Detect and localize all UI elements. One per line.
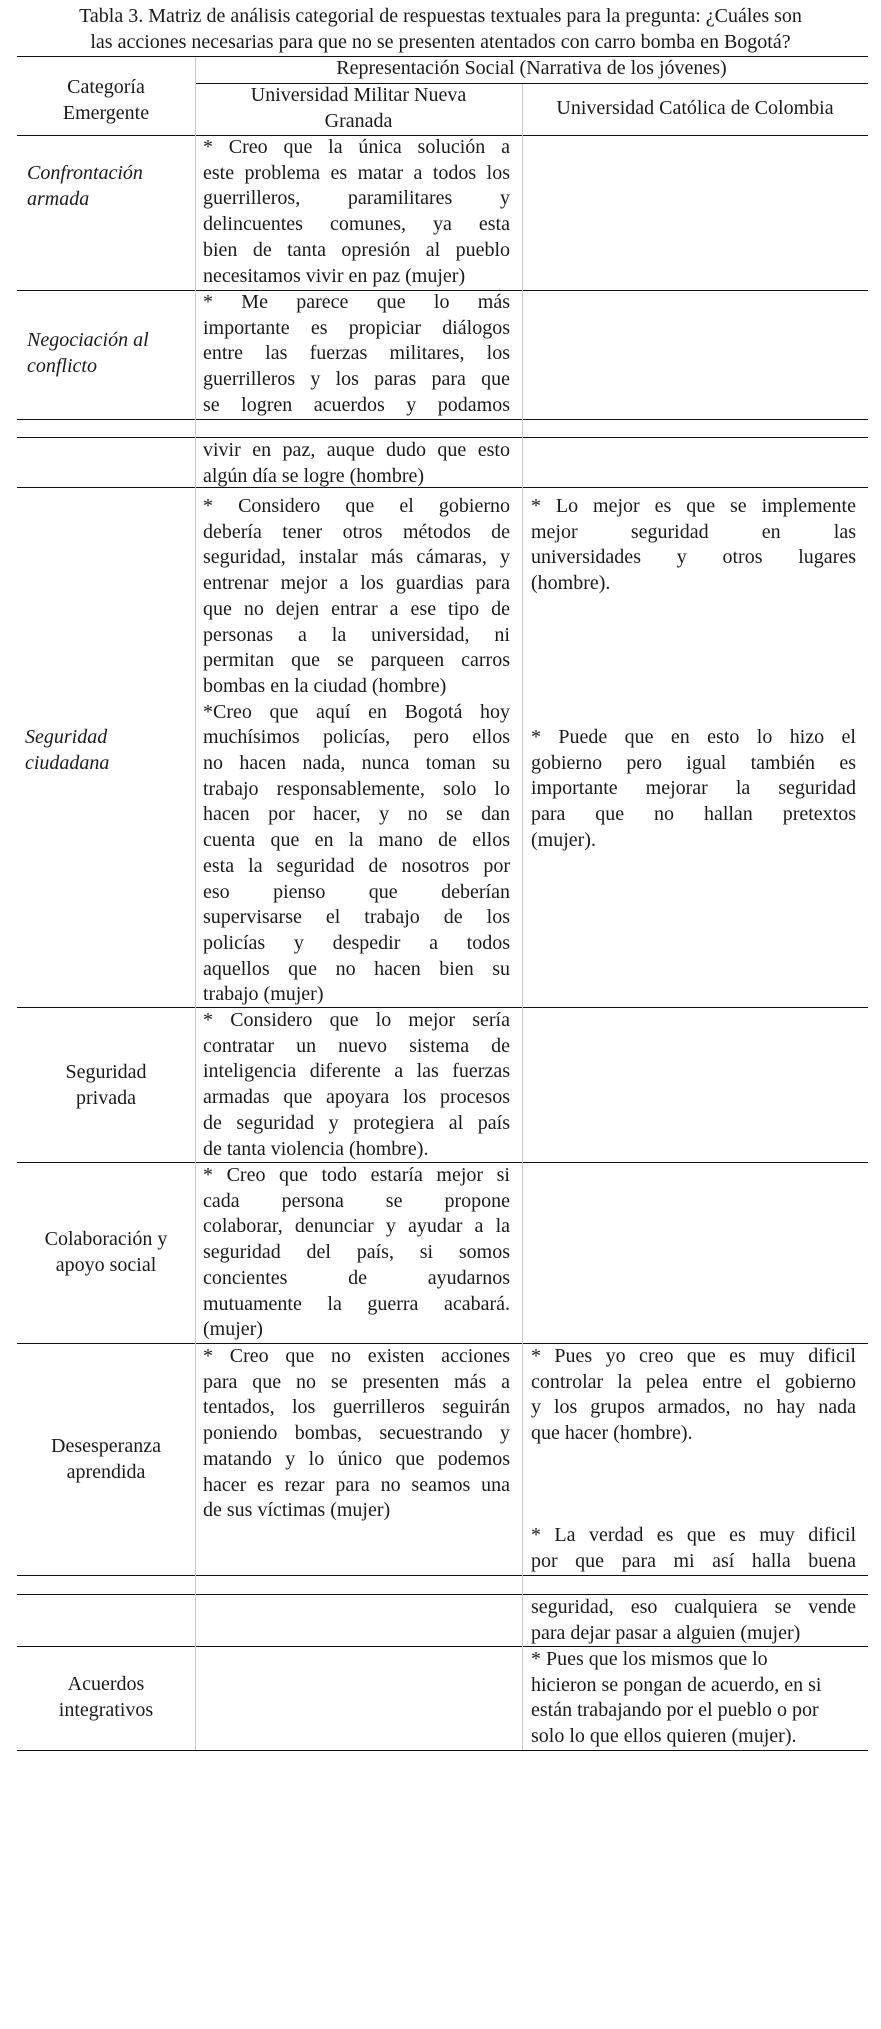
- response-ucc: [531, 1523, 856, 1574]
- text-line: * La verdad es que es muy dificil: [531, 1524, 856, 1546]
- text-line: privada: [76, 1086, 136, 1109]
- text-line: Acuerdos: [67, 1673, 145, 1695]
- text-line: bombas en la ciudad (hombre): [203, 674, 447, 697]
- text-line: armadas que apoyara los procesos: [203, 1086, 510, 1109]
- response-umng-continued: [203, 438, 510, 489]
- response-umng: [203, 700, 510, 1008]
- text-line: seguridad, eso cualquiera se vende: [531, 1596, 856, 1618]
- text-line: Colaboración y: [44, 1228, 168, 1250]
- text-line: tentados, los guerrilleros seguirán: [203, 1396, 510, 1419]
- text-line: armada: [27, 187, 90, 210]
- text-line: * Lo mejor es que se implemente: [531, 495, 856, 517]
- text-line: para que no se presenten más a: [203, 1370, 510, 1393]
- text-line: Seguridad: [65, 1061, 147, 1083]
- text-line: concientes de ayudarnos: [203, 1266, 510, 1289]
- text-line: delincuentes comunes, ya esta: [203, 213, 510, 236]
- text-line: de seguridad y protegiera al país: [203, 1111, 510, 1134]
- text-line: * Me parece que lo más: [203, 291, 510, 313]
- text-line: cuenta que en la mano de ellos: [203, 829, 510, 852]
- text-line: * Creo que todo estaría mejor si: [203, 1164, 510, 1186]
- text-line: * Pues yo creo que es muy dificil: [531, 1345, 856, 1367]
- text-line: mutuamente la guerra acabará.: [203, 1292, 510, 1315]
- text-line: debería tener otros métodos de: [203, 520, 510, 543]
- category-colaboracion: [17, 1227, 195, 1278]
- text-line: bien de tanta opresión al pueblo: [203, 238, 510, 261]
- text-line: que no dejen entrar a ese tipo de: [203, 597, 510, 620]
- response-umng: [203, 290, 510, 419]
- header-group-label: Representación Social (Narrativa de los jóvenes): [336, 57, 727, 79]
- text-line: controlar la pelea entre el gobierno: [531, 1370, 856, 1393]
- text-line: trabajo responsablemente, solo lo: [203, 777, 510, 800]
- text-line: están trabajando por el pueblo o por: [531, 1699, 819, 1722]
- text-line: poniendo bombas, secuestrando y: [203, 1422, 510, 1445]
- text-line: * Pues que los mismos que lo: [531, 1648, 768, 1670]
- header-group: [195, 56, 868, 82]
- response-umng: [203, 494, 510, 700]
- text-line: universidades y otros lugares: [531, 546, 856, 569]
- text-line: este problema es matar a todos los: [203, 161, 510, 184]
- text-line: hacer es rezar para no seamos una: [203, 1473, 510, 1496]
- text-line: contratar un nuevo sistema de: [203, 1034, 510, 1057]
- text-line: seguridad, instalar más cámaras, y: [203, 546, 510, 569]
- text-line: aquellos que no hacen bien su: [203, 957, 510, 980]
- text-line: solo lo que ellos quieren (mujer).: [531, 1725, 797, 1748]
- text-line: policías y despedir a todos: [203, 931, 510, 954]
- response-ucc: [531, 1647, 856, 1750]
- text-line: trabajo (mujer): [203, 983, 324, 1006]
- text-line: Categoría: [67, 76, 145, 98]
- response-umng: [203, 1344, 510, 1524]
- text-line: gobierno pero igual también es: [531, 751, 856, 774]
- text-line: colaborar, denunciar y ayudar a la: [203, 1215, 510, 1238]
- text-line: integrativos: [58, 1698, 154, 1721]
- response-ucc: [531, 725, 856, 854]
- text-line: (mujer): [203, 1318, 263, 1341]
- header-ucc-label: Universidad Católica de Colombia: [556, 97, 834, 119]
- column-divider: [522, 84, 523, 1750]
- page-break-rule: [17, 419, 868, 420]
- text-line: de sus víctimas (mujer): [203, 1499, 391, 1522]
- text-line: * Puede que en esto lo hizo el: [531, 726, 856, 748]
- text-line: Negociación al: [27, 329, 149, 351]
- text-line: conflicto: [27, 354, 97, 377]
- text-line: * Creo que la única solución a: [203, 136, 510, 158]
- response-umng: [203, 1163, 510, 1343]
- response-ucc: [531, 1344, 856, 1447]
- text-line: Seguridad: [25, 726, 108, 748]
- text-line: guerrilleros y los paras para que: [203, 368, 510, 391]
- text-line: y los grupos armados, no hay nada: [531, 1396, 856, 1419]
- text-line: necesitamos vivir en paz (mujer): [203, 264, 466, 287]
- category-seguridad-privada: [17, 1060, 195, 1111]
- text-line: que hacer (hombre).: [531, 1422, 693, 1445]
- text-line: apoyo social: [55, 1253, 157, 1276]
- text-line: se logren acuerdos y podamos: [203, 393, 510, 416]
- text-line: mejor seguridad en las: [531, 520, 856, 543]
- table-caption: [0, 4, 881, 55]
- response-umng: [203, 1008, 510, 1162]
- text-line: entre las fuerzas militares, los: [203, 342, 510, 365]
- text-line: entrenar mejor a los guardias para: [203, 572, 510, 595]
- text-line: esta la seguridad de nosotros por: [203, 854, 510, 877]
- text-line: para dejar pasar a alguien (mujer): [531, 1621, 801, 1644]
- text-line: para que no hallan pretextos: [531, 803, 856, 826]
- text-line: Tabla 3. Matriz de análisis categorial de respuestas textuales para la pregunta: ¿Cuáles son: [79, 5, 802, 27]
- text-line: * Creo que no existen acciones: [203, 1345, 510, 1367]
- text-line: eso pienso que deberían: [203, 880, 510, 903]
- response-ucc-continued: [531, 1595, 856, 1646]
- text-line: por que para mi así halla buena: [531, 1549, 856, 1572]
- response-ucc: [531, 494, 856, 597]
- header-ucc: [522, 96, 868, 122]
- text-line: vivir en paz, auque dudo que esto: [203, 439, 510, 461]
- page-break-rule: [17, 1575, 868, 1576]
- header-category: [17, 75, 195, 126]
- text-line: permitan que se parqueen carros: [203, 649, 510, 672]
- category-confrontacion: [27, 161, 143, 212]
- category-desesperanza: [17, 1434, 195, 1485]
- text-line: aprendida: [66, 1460, 146, 1483]
- response-umng: [203, 135, 510, 289]
- text-line: hicieron se pongan de acuerdo, en si: [531, 1673, 822, 1696]
- text-line: hacen por hacer, y no se dan: [203, 803, 510, 826]
- text-line: guerrilleros, paramilitares y: [203, 187, 510, 210]
- text-line: importante mejorar la seguridad: [531, 777, 856, 800]
- text-line: algún día se logre (hombre): [203, 464, 425, 487]
- text-line: *Creo que aquí en Bogotá hoy: [203, 700, 510, 723]
- text-line: * Considero que el gobierno: [203, 495, 510, 517]
- column-divider: [195, 57, 196, 1750]
- category-seguridad-ciudadana: [25, 725, 109, 776]
- text-line: las acciones necesarias para que no se presenten atentados con carro bomba en Bogotá?: [90, 30, 791, 53]
- text-line: Universidad Militar Nueva: [250, 84, 467, 106]
- text-line: inteligencia diferente a las fuerzas: [203, 1060, 510, 1083]
- table-bottom-rule: [17, 1750, 868, 1751]
- text-line: (hombre).: [531, 572, 611, 595]
- text-line: no hacen nada, nunca toman su: [203, 752, 510, 774]
- text-line: ciudadana: [25, 751, 110, 774]
- text-line: personas a la universidad, ni: [203, 623, 510, 646]
- text-line: Confrontación: [27, 162, 143, 184]
- category-acuerdos: [17, 1672, 195, 1723]
- text-line: cada persona se propone: [203, 1189, 510, 1212]
- text-line: * Considero que lo mejor sería: [203, 1009, 510, 1031]
- text-line: importante es propiciar diálogos: [203, 316, 510, 339]
- text-line: seguridad del país, si somos: [203, 1241, 510, 1264]
- category-negociacion: [27, 328, 149, 379]
- text-line: matando y lo único que podemos: [203, 1447, 510, 1470]
- header-umng: [195, 83, 522, 134]
- text-line: Emergente: [62, 101, 150, 124]
- text-line: Granada: [324, 109, 393, 132]
- text-line: muchísimos policías, pero ellos: [203, 726, 510, 749]
- text-line: de tanta violencia (hombre).: [203, 1137, 429, 1160]
- text-line: (mujer).: [531, 828, 596, 851]
- text-line: supervisarse el trabajo de los: [203, 906, 510, 929]
- text-line: Desesperanza: [51, 1435, 161, 1457]
